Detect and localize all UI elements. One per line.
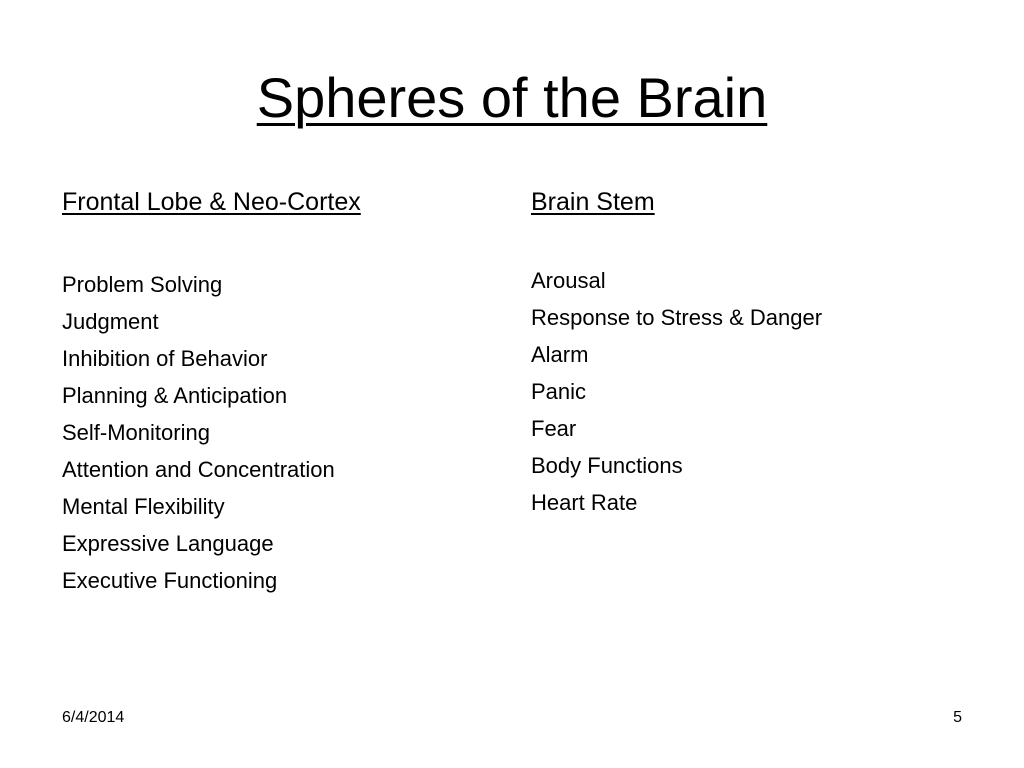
list-item: Problem Solving — [62, 272, 223, 297]
right-column-list — [531, 262, 971, 521]
right-column-heading: Brain Stem — [531, 188, 655, 216]
list-item: Fear — [531, 416, 577, 441]
footer-date: 6/4/2014 — [62, 709, 125, 726]
list-item: Body Functions — [531, 453, 683, 478]
list-item: Executive Functioning — [62, 568, 278, 593]
list-item: Mental Flexibility — [62, 494, 225, 519]
list-item: Judgment — [62, 309, 159, 334]
list-item: Panic — [531, 379, 587, 404]
left-column-heading: Frontal Lobe & Neo-Cortex — [62, 188, 361, 216]
list-item: Self-Monitoring — [62, 420, 210, 445]
list-item: Response to Stress & Danger — [531, 305, 823, 330]
page-number: 5 — [953, 709, 962, 726]
list-item: Arousal — [531, 268, 606, 293]
list-item: Heart Rate — [531, 490, 638, 515]
right-column — [531, 186, 971, 521]
list-item: Planning & Anticipation — [62, 383, 288, 408]
slide-title: Spheres of the Brain — [256, 66, 768, 129]
list-item: Inhibition of Behavior — [62, 346, 268, 371]
list-item: Attention and Concentration — [62, 457, 335, 482]
list-item: Alarm — [531, 342, 589, 367]
list-item: Expressive Language — [62, 531, 274, 556]
left-column-list — [62, 266, 492, 599]
left-column — [62, 186, 492, 599]
